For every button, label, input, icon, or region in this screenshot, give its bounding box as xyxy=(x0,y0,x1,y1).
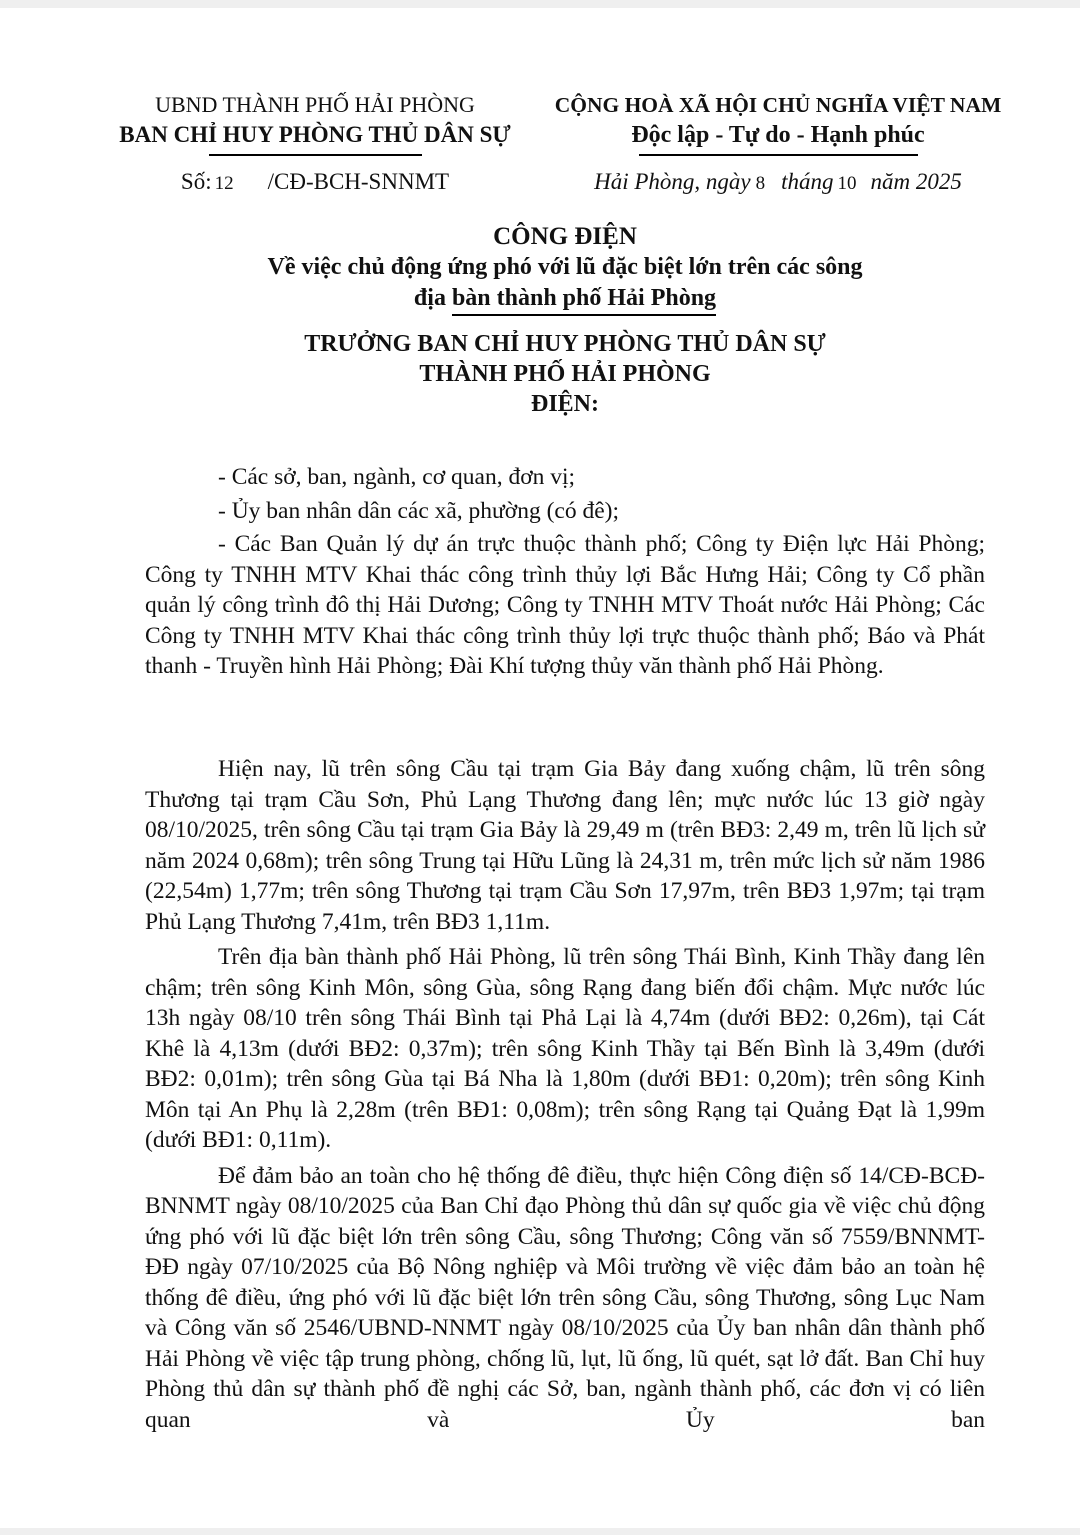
document-number xyxy=(105,168,525,198)
page-edge-top xyxy=(0,0,1080,8)
org-name-rule xyxy=(209,154,422,156)
recipient-item: - Ủy ban nhân dân các xã, phường (có đê); xyxy=(218,497,620,524)
issuer-block xyxy=(120,329,1010,419)
org-parent: UBND THÀNH PHỐ HẢI PHÒNG xyxy=(155,92,475,117)
national-motto: Độc lập - Tự do - Hạnh phúc xyxy=(631,122,925,148)
document-body xyxy=(145,754,985,1440)
subject-line2-underlined: bàn thành phố Hải Phòng xyxy=(452,285,716,316)
issuer-line2: THÀNH PHỐ HẢI PHÒNG xyxy=(419,361,711,387)
subject-line2-prefix: địa xyxy=(413,285,452,311)
document-kind: CÔNG ĐIỆN xyxy=(493,223,637,250)
recipients-list xyxy=(145,462,985,685)
body-paragraph: Hiện nay, lũ trên sông Cầu tại trạm Gia Bảy đang xuống chậm, lũ trên sông Thương tại trạm Cầu Sơn, Phủ Lạng Thương đang lên; mực nước lúc 13 giờ ngày 08/10/2025, trên sông Cầu tại trạm Gia Bảy là 29,49 m (trên BĐ3: 2,49 m, trên lũ lịch sử năm 2024 0,68m); trên sông Trung tại Hữu Lũng là 24,31 m, trên mức lịch sử năm 1986 (22,54m) 1,77m; trên sông Thương tại trạm Cầu Sơn 17,97m, trên BĐ3 1,97m; tại trạm Phủ Lạng Thương 7,41m, trên BĐ3 1,11m. xyxy=(145,756,985,935)
body-paragraph: Trên địa bàn thành phố Hải Phòng, lũ trên sông Thái Bình, Kinh Thầy đang lên chậm; trên sông Kinh Môn, sông Gùa, sông Rạng đang biến đổi chậm. Mực nước lúc 13h ngày 08/10 trên sông Thái Bình tại Phả Lại là 4,74m (dưới BĐ2: 0,26m), tại Cát Khê là 4,13m (dưới BĐ2: 0,37m); trên sông Kinh Thầy tại Bến Bình là 3,49m (dưới BĐ2: 0,01m); trên sông Gùa tại Bá Nha là 1,80m (dưới BĐ1: 0,20m); trên sông Kinh Môn tại An Phụ là 2,28m (trên BĐ1: 0,08m); trên sông Rạng tại Quảng Đạt là 1,99m (dưới BĐ1: 0,11m). xyxy=(145,944,985,1153)
date-place-prefix: Hải Phòng, ngày xyxy=(594,169,751,194)
country-title: CỘNG HOÀ XÃ HỘI CHỦ NGHĨA VIỆT NAM xyxy=(554,93,1002,117)
motto-rule xyxy=(639,154,918,156)
doc-number-value: 12 xyxy=(214,173,234,194)
body-paragraph: Để đảm bảo an toàn cho hệ thống đê điều, thực hiện Công điện số 14/CĐ-BCĐ-BNNMT ngày 08/10/2025 của Ban Chỉ đạo Phòng thủ dân sự quốc gia về việc chủ động ứng phó với lũ đặc biệt lớn trên sông Cầu, sông Thương; Công văn số 7559/BNNMT-ĐĐ ngày 07/10/2025 của Bộ Nông nghiệp và Môi trường về việc đảm bảo an toàn hệ thống đê điều, ứng phó với lũ đặc biệt lớn trên sông Cầu, sông Thương, sông Lục Nam và Công văn số 2546/UBND-NNMT ngày 08/10/2025 của Ủy ban nhân dân thành phố Hải Phòng về việc tập trung phòng, chống lũ, lụt, lũ ống, lũ quét, sạt lở đất. Ban Chỉ huy Phòng thủ dân sự thành phố đề nghị các Sở, ban, ngành thành phố, các đơn vị có liên quan và Ủy ban xyxy=(145,1162,985,1433)
salutation: ĐIỆN: xyxy=(530,391,599,417)
issuing-org-block xyxy=(105,90,525,198)
page-edge-bottom xyxy=(0,1528,1080,1535)
date-day: 8 xyxy=(755,173,766,194)
date-year: năm 2025 xyxy=(870,169,962,194)
national-header-block xyxy=(548,90,1008,198)
doc-number-label: Số: xyxy=(180,169,212,194)
document-subject-line2 xyxy=(120,283,1010,314)
date-month-label: tháng xyxy=(781,169,834,194)
document-subject-line1: Về việc chủ động ứng phó với lũ đặc biệt lớn trên các sông xyxy=(267,254,863,280)
place-date-line xyxy=(548,168,1008,198)
org-name: BAN CHỈ HUY PHÒNG THỦ DÂN SỰ xyxy=(119,122,511,147)
recipient-item: - Các Ban Quản lý dự án trực thuộc thành phố; Công ty Điện lực Hải Phòng; Công ty TNHH MTV Khai thác công trình thủy lợi Bắc Hưng Hải; Công ty Cổ phần quản lý công trình đô thị Hải Dương; Công ty TNHH MTV Thoát nước Hải Phòng; Các Công ty TNHH MTV Khai thác công trình thủy lợi trực thuộc thành phố; Báo và Phát thanh - Truyền hình Hải Phòng; Đài Khí tượng thủy văn thành phố Hải Phòng. xyxy=(145,531,985,679)
title-block xyxy=(120,221,1010,419)
doc-number-symbol: /CĐ-BCH-SNNMT xyxy=(267,169,450,194)
recipient-item: - Các sở, ban, ngành, cơ quan, đơn vị; xyxy=(218,464,576,490)
date-month: 10 xyxy=(837,173,857,194)
issuer-line1: TRƯỞNG BAN CHỈ HUY PHÒNG THỦ DÂN SỰ xyxy=(304,331,826,357)
